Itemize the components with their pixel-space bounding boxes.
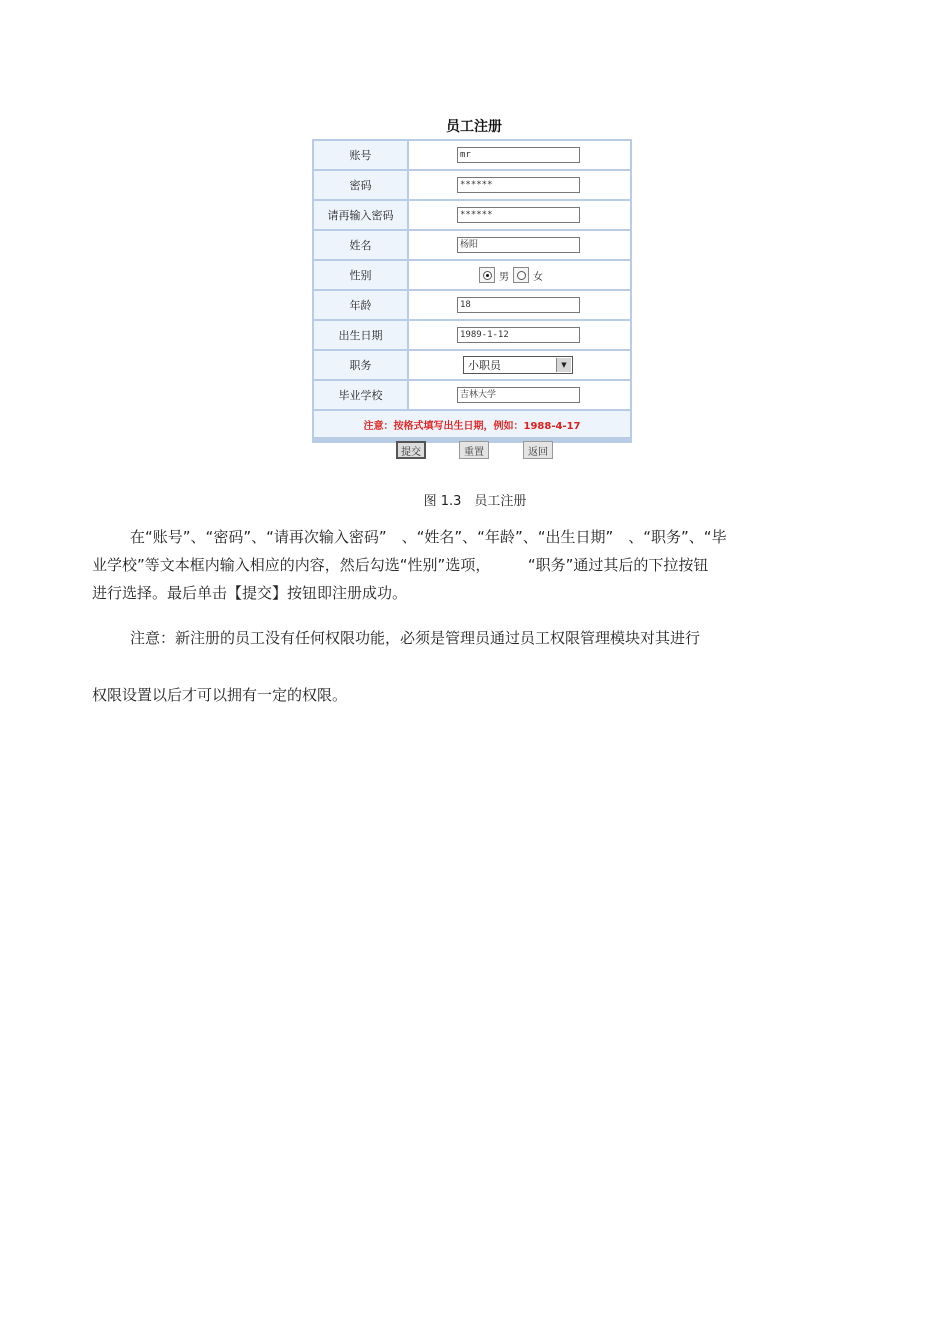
age-input[interactable]: 18 [457,297,580,313]
form-row-age [314,291,630,319]
reset-button[interactable]: 重置 [459,441,489,459]
note-paragraph-line-2: 权限设置以后才可以拥有一定的权限。 [92,686,348,704]
form-button-row [310,441,638,461]
confirm-password-label: 请再输入密码 [314,201,407,229]
password-input[interactable]: ****** [457,177,580,193]
form-row-gender [314,261,630,289]
form-row-position [314,351,630,379]
gender-male-radio[interactable] [479,267,495,283]
position-selected-value: 小职员 [468,359,501,372]
name-label: 姓名 [314,231,407,259]
age-label: 年龄 [314,291,407,319]
position-select[interactable] [463,356,573,374]
dropdown-arrow-icon[interactable]: ▼ [556,358,571,372]
school-label: 毕业学校 [314,381,407,409]
position-label: 职务 [314,351,407,379]
body-text-line-1: 在“账号”、“密码”、“请再次输入密码” 、“姓名”、“年龄”、“出生日期” 、“职务”、“毕 [130,528,727,546]
form-row-account [314,141,630,169]
account-input[interactable]: mr [457,147,580,163]
gender-female-label: 女 [533,271,543,283]
password-label: 密码 [314,171,407,199]
submit-button[interactable]: 提交 [396,441,426,459]
name-input[interactable]: 杨阳 [457,237,580,253]
gender-female-radio[interactable] [513,267,529,283]
body-text-line-2: 业学校”等文本框内输入相应的内容，然后勾选“性别”选项， “职务”通过其后的下拉按钮 [92,556,709,574]
gender-label: 性别 [314,261,407,289]
birthdate-input[interactable]: 1989-1-12 [457,327,580,343]
figure-caption: 图 1.3 员工注册 [423,494,527,509]
account-label: 账号 [314,141,407,169]
form-title: 员工注册 [446,119,502,135]
form-row-birthdate [314,321,630,349]
birthdate-format-note: 注意：按格式填写出生日期，例如：1988-4-17 [314,411,630,437]
form-row-confirm-password [314,201,630,229]
form-row-name [314,231,630,259]
birthdate-label: 出生日期 [314,321,407,349]
back-button[interactable]: 返回 [523,441,553,459]
gender-radio-group [479,267,543,283]
note-paragraph-line-1: 注意：新注册的员工没有任何权限功能，必须是管理员通过员工权限管理模块对其进行 [130,629,701,647]
school-input[interactable]: 吉林大学 [457,387,580,403]
body-text-line-3: 进行选择。最后单击【提交】按钮即注册成功。 [92,584,408,602]
registration-form-table [312,139,632,443]
form-row-note [314,411,630,437]
gender-male-label: 男 [499,271,509,283]
form-row-school [314,381,630,409]
registration-form-figure [310,110,638,465]
form-row-password [314,171,630,199]
radio-unselected-icon [517,271,526,280]
radio-selected-icon [483,271,492,280]
confirm-password-input[interactable]: ****** [457,207,580,223]
